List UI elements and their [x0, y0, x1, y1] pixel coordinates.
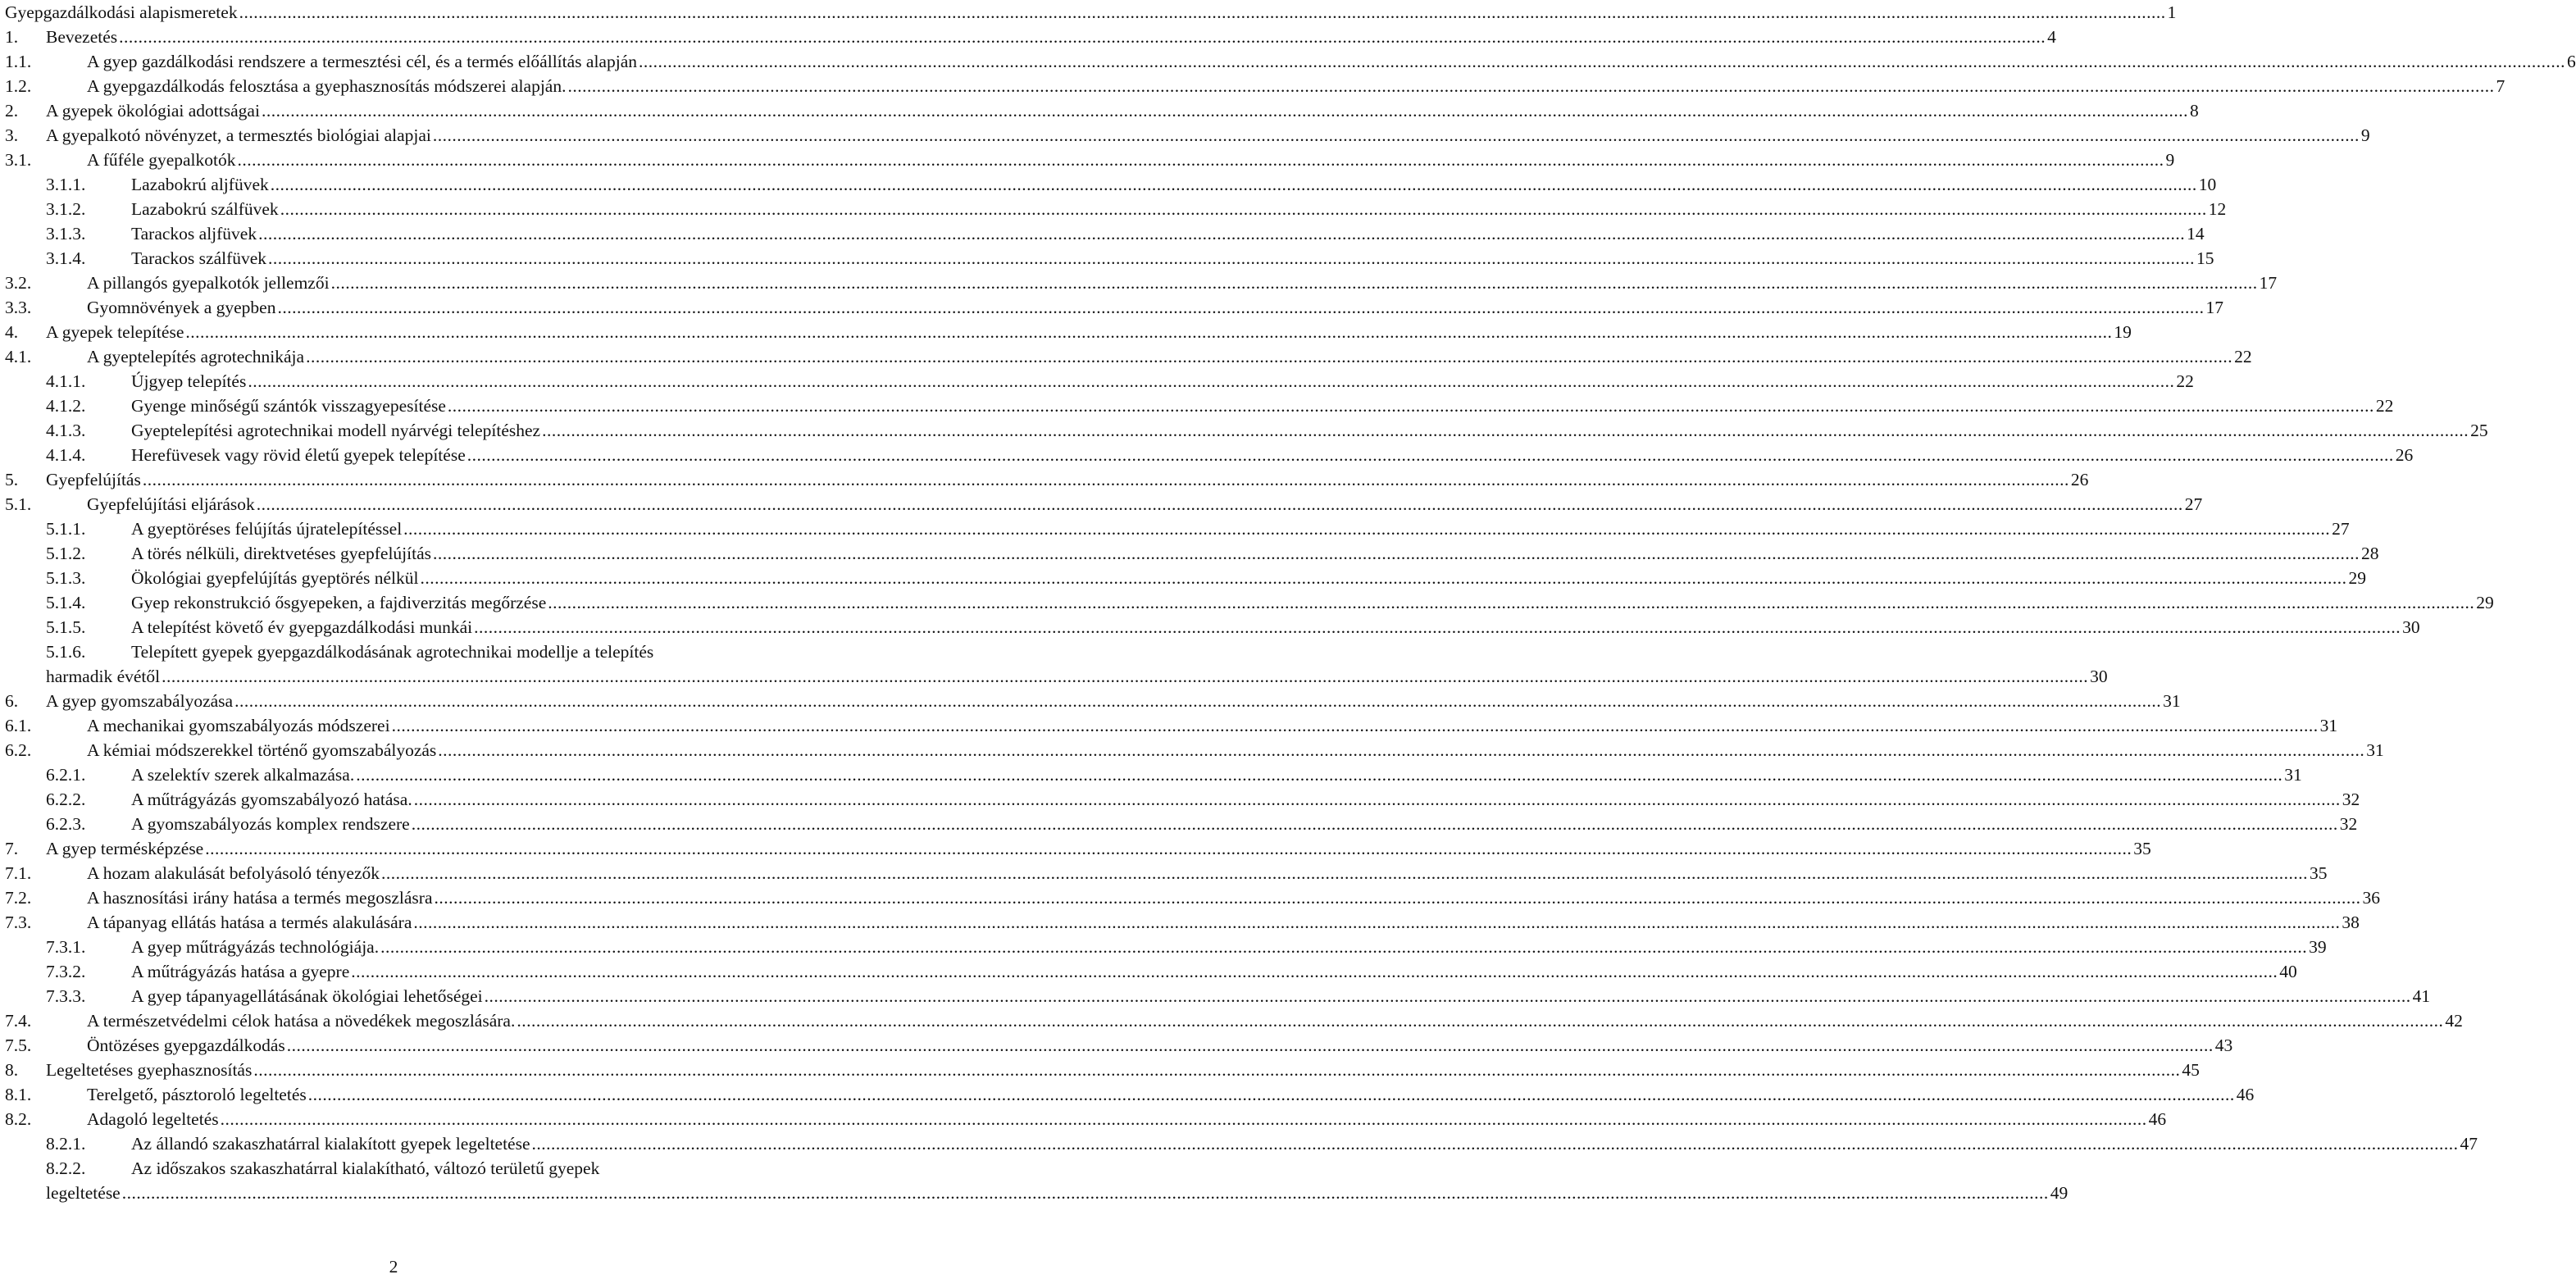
toc-leader-dots: ................................................................................................................................................................................................................................................................................................................................................................................................................ — [548, 593, 2475, 612]
toc-entry-page: 25 — [2470, 421, 2488, 440]
toc-entry-page: 39 — [2309, 937, 2327, 957]
toc-entry-page: 27 — [2184, 494, 2203, 514]
toc-entry-title: Lazabokrú aljfüvek — [131, 175, 269, 194]
toc-entry-page: 31 — [2319, 716, 2338, 735]
toc-entry-title: Lazabokrú szálfüvek — [131, 199, 279, 219]
toc-entry-title: A gyepek telepítése — [46, 322, 184, 342]
toc-entry[interactable] — [0, 1131, 2478, 1156]
toc-entry-page: 41 — [2412, 986, 2431, 1006]
toc-leader-dots: ................................................................................................................................................................................................................................................................................................................................................................................................................ — [380, 937, 2308, 957]
toc-leader-dots: ................................................................................................................................................................................................................................................................................................................................................................................................................ — [270, 175, 2197, 194]
toc-entry-page: 22 — [2234, 347, 2252, 366]
toc-entry-title: A fűféle gyepalkotók — [87, 150, 236, 170]
toc-entry-page: 17 — [2205, 298, 2223, 317]
toc-entry-title: A szelektív szerek alkalmazása. — [131, 765, 355, 785]
toc-entry-title: Telepített gyepek gyepgazdálkodásának agrotechnikai modellje a telepítés — [131, 642, 654, 662]
toc-leader-dots: ................................................................................................................................................................................................................................................................................................................................................................................................................ — [220, 1109, 2147, 1129]
toc-entry-page: 43 — [2214, 1035, 2233, 1055]
toc-entry-title: Gyomnövények a gyepben — [87, 298, 276, 317]
toc-entry-title: Öntözéses gyepgazdálkodás — [87, 1035, 285, 1055]
toc-entry-continuation[interactable] — [0, 664, 2108, 689]
toc-entry-page: 31 — [2366, 740, 2384, 760]
toc-entry-title: A pillangós gyepalkotók jellemzői — [87, 273, 330, 293]
toc-entry[interactable] — [0, 1058, 2200, 1082]
toc-entry[interactable] — [0, 25, 2056, 49]
toc-entry-page: 1 — [2167, 2, 2177, 22]
toc-entry-title: A mechanikai gyomszabályozás módszerei — [87, 716, 390, 735]
toc-entry-title: Gyepfelújítás — [46, 470, 141, 489]
toc-entry[interactable] — [0, 787, 2360, 812]
toc-leader-dots: ................................................................................................................................................................................................................................................................................................................................................................................................................ — [403, 519, 2331, 539]
toc-entry[interactable] — [0, 49, 2576, 74]
toc-entry-page: 22 — [2176, 371, 2194, 391]
toc-entry-number: 6.2.3. — [46, 814, 86, 834]
toc-leader-dots: ................................................................................................................................................................................................................................................................................................................................................................................................................ — [121, 1183, 2049, 1203]
toc-leader-dots: ................................................................................................................................................................................................................................................................................................................................................................................................................ — [467, 445, 2394, 465]
toc-leader-dots: ................................................................................................................................................................................................................................................................................................................................................................................................................ — [438, 740, 2365, 760]
toc-entry-number: 8.2. — [5, 1109, 32, 1129]
toc-entry-number: 5.1.4. — [46, 593, 86, 612]
toc-entry[interactable] — [0, 959, 2297, 984]
toc-entry-title: A telepítést követő év gyepgazdálkodási munkái — [131, 617, 473, 637]
toc-entry[interactable] — [0, 689, 2181, 713]
toc-entry-page: 45 — [2182, 1060, 2200, 1080]
toc-entry-number: 7.3.1. — [46, 937, 86, 957]
toc-entry-title: A gyep termésképzése — [46, 839, 204, 858]
toc-entry-number: 4.1.3. — [46, 421, 86, 440]
toc-entry[interactable] — [0, 836, 2151, 861]
toc-entry-number: 7.3.3. — [46, 986, 86, 1006]
toc-entry-page: 35 — [2133, 839, 2151, 858]
toc-entry-number: 4.1.2. — [46, 396, 86, 416]
toc-entry-page: 36 — [2362, 888, 2380, 908]
toc-entry-title: Gyeptelepítési agrotechnikai modell nyárvégi telepítéshez — [131, 421, 541, 440]
toc-leader-dots: ................................................................................................................................................................................................................................................................................................................................................................................................................ — [306, 347, 2233, 366]
toc-entry[interactable] — [0, 443, 2414, 467]
toc-entry-page: 26 — [2070, 470, 2089, 489]
toc-entry[interactable] — [0, 1156, 787, 1181]
toc-leader-dots: ................................................................................................................................................................................................................................................................................................................................................................................................................ — [205, 839, 2132, 858]
toc-entry-page: 32 — [2339, 814, 2358, 834]
toc-leader-dots: ................................................................................................................................................................................................................................................................................................................................................................................................................ — [356, 765, 2283, 785]
toc-entry-title: A gyepek ökológiai adottságai — [46, 101, 260, 121]
toc-entry-number: 7.3. — [5, 913, 32, 932]
toc-entry-continuation[interactable] — [0, 1181, 2069, 1205]
toc-entry-title: Az időszakos szakaszhatárral kialakítható, változó területű gyepek — [131, 1158, 600, 1178]
toc-entry-number: 3.1.2. — [46, 199, 86, 219]
toc-entry-page: 49 — [2050, 1183, 2069, 1203]
toc-entry-number: 3. — [5, 125, 19, 145]
toc-entry-title: Újgyep telepítés — [131, 371, 247, 391]
page-number: 2 — [389, 1257, 398, 1277]
toc-entry-number: 1.2. — [5, 76, 32, 96]
toc-entry-number: 4.1. — [5, 347, 32, 366]
toc-entry-title: A hozam alakulását befolyásoló tényezők — [87, 863, 380, 883]
toc-entry-title: Herefüvesek vagy rövid életű gyepek telepítése — [131, 445, 466, 465]
toc-entry[interactable] — [0, 1082, 2255, 1107]
toc-entry-title-continued: harmadik évétől — [46, 667, 161, 686]
toc-leader-dots: ................................................................................................................................................................................................................................................................................................................................................................................................................ — [307, 1085, 2235, 1104]
toc-entry[interactable] — [0, 935, 2327, 959]
toc-entry-number: 5.1.1. — [46, 519, 86, 539]
toc-leader-dots: ................................................................................................................................................................................................................................................................................................................................................................................................................ — [256, 494, 2183, 514]
toc-leader-dots: ................................................................................................................................................................................................................................................................................................................................................................................................................ — [277, 298, 2205, 317]
toc-entry[interactable] — [0, 394, 2394, 418]
toc-entry-page: 8 — [2189, 101, 2199, 121]
toc-entry-number: 8.2.1. — [46, 1134, 86, 1154]
toc-entry-page: 29 — [2476, 593, 2494, 612]
toc-leader-dots: ................................................................................................................................................................................................................................................................................................................................................................................................................ — [381, 863, 2309, 883]
toc-entry-title: A gyep tápanyagellátásának ökológiai lehetőségei — [131, 986, 483, 1006]
toc-entry-number: 7.2. — [5, 888, 32, 908]
toc-entry[interactable] — [0, 246, 2214, 271]
toc-entry-number: 4. — [5, 322, 19, 342]
toc-entry[interactable] — [0, 492, 2203, 517]
toc-entry-page: 47 — [2460, 1134, 2478, 1154]
toc-leader-dots: ................................................................................................................................................................................................................................................................................................................................................................................................................ — [261, 101, 2188, 121]
toc-entry-number: 3.1.4. — [46, 248, 86, 268]
toc-leader-dots: ................................................................................................................................................................................................................................................................................................................................................................................................................ — [517, 1011, 2444, 1031]
toc-leader-dots: ................................................................................................................................................................................................................................................................................................................................................................................................................ — [420, 568, 2347, 588]
toc-entry-title: Gyepgazdálkodási alapismeretek — [5, 2, 238, 22]
toc-entry-number: 5.1.2. — [46, 544, 86, 563]
toc-entry[interactable] — [0, 640, 787, 664]
toc-entry-number: 8. — [5, 1060, 19, 1080]
toc-entry[interactable] — [0, 713, 2338, 738]
toc-entry-number: 7. — [5, 839, 19, 858]
toc-entry-number: 7.5. — [5, 1035, 32, 1055]
toc-entry[interactable] — [0, 123, 2370, 148]
toc-entry[interactable] — [0, 98, 2199, 123]
toc-leader-dots: ................................................................................................................................................................................................................................................................................................................................................................................................................ — [162, 667, 2089, 686]
toc-entry-number: 5.1.6. — [46, 642, 86, 662]
toc-entry[interactable] — [0, 344, 2252, 369]
toc-entry-page: 31 — [2163, 691, 2181, 711]
toc-leader-dots: ................................................................................................................................................................................................................................................................................................................................................................................................................ — [434, 888, 2361, 908]
toc-entry-title: A tápanyag ellátás hatása a termés alakulására — [87, 913, 412, 932]
toc-entry-title: A gyep gyomszabályozása — [46, 691, 234, 711]
toc-entry-number: 6. — [5, 691, 19, 711]
toc-leader-dots: ................................................................................................................................................................................................................................................................................................................................................................................................................ — [286, 1035, 2214, 1055]
toc-leader-dots: ................................................................................................................................................................................................................................................................................................................................................................................................................ — [411, 814, 2338, 834]
toc-entry[interactable] — [0, 221, 2205, 246]
toc-entry-title: Gyepfelújítási eljárások — [87, 494, 255, 514]
toc-entry[interactable] — [0, 517, 2350, 541]
toc-entry-page: 14 — [2187, 224, 2205, 244]
toc-leader-dots: ................................................................................................................................................................................................................................................................................................................................................................................................................ — [542, 421, 2469, 440]
toc-leader-dots: ................................................................................................................................................................................................................................................................................................................................................................................................................ — [391, 716, 2319, 735]
toc-leader-dots: ................................................................................................................................................................................................................................................................................................................................................................................................................ — [484, 986, 2411, 1006]
toc-entry-page: 9 — [2360, 125, 2370, 145]
toc-entry[interactable] — [0, 1033, 2233, 1058]
toc-entry-number: 5.1.5. — [46, 617, 86, 637]
toc-entry[interactable] — [0, 590, 2494, 615]
toc-leader-dots: ................................................................................................................................................................................................................................................................................................................................................................................................................ — [239, 2, 2166, 22]
toc-entry-number: 3.1.1. — [46, 175, 86, 194]
toc-entry[interactable] — [0, 467, 2089, 492]
toc-entry-number: 7.3.2. — [46, 962, 86, 981]
toc-entry-page: 22 — [2375, 396, 2394, 416]
toc-entry-number: 6.2. — [5, 740, 32, 760]
toc-leader-dots: ................................................................................................................................................................................................................................................................................................................................................................................................................ — [413, 913, 2341, 932]
toc-entry-number: 6.1. — [5, 716, 32, 735]
toc-entry-page: 30 — [2090, 667, 2108, 686]
toc-entry-title: Bevezetés — [46, 27, 118, 47]
toc-leader-dots: ................................................................................................................................................................................................................................................................................................................................................................................................................ — [119, 27, 2046, 47]
toc-leader-dots: ................................................................................................................................................................................................................................................................................................................................................................................................................ — [237, 150, 2164, 170]
toc-entry-number: 1.1. — [5, 52, 32, 71]
toc-entry-number: 3.1. — [5, 150, 32, 170]
toc-entry[interactable] — [0, 541, 2379, 566]
toc-entry-number: 4.1.1. — [46, 371, 86, 391]
toc-entry[interactable] — [0, 148, 2175, 172]
toc-entry-number: 5.1. — [5, 494, 32, 514]
toc-entry[interactable] — [0, 812, 2358, 836]
toc-entry-page: 15 — [2196, 248, 2214, 268]
toc-entry-page: 7 — [2496, 76, 2505, 96]
toc-entry-page: 42 — [2445, 1011, 2463, 1031]
toc-entry-title: Ökológiai gyepfelújítás gyeptörés nélkül — [131, 568, 419, 588]
toc-leader-dots: ................................................................................................................................................................................................................................................................................................................................................................................................................ — [447, 396, 2374, 416]
toc-entry-number: 7.4. — [5, 1011, 32, 1031]
toc-entry-title: Legeltetéses gyephasznosítás — [46, 1060, 253, 1080]
toc-entry-number: 6.2.2. — [46, 790, 86, 809]
toc-entry[interactable] — [0, 861, 2328, 885]
toc-leader-dots: ................................................................................................................................................................................................................................................................................................................................................................................................................ — [351, 962, 2278, 981]
toc-entry-title: A gyep gazdálkodási rendszere a termesztési cél, és a termés előállítás alapján — [87, 52, 637, 71]
toc-leader-dots: ................................................................................................................................................................................................................................................................................................................................................................................................................ — [268, 248, 2196, 268]
toc-entry-title: A hasznosítási irány hatása a termés megoszlásra — [87, 888, 433, 908]
toc-leader-dots: ................................................................................................................................................................................................................................................................................................................................................................................................................ — [432, 125, 2360, 145]
toc-entry-number: 5.1.3. — [46, 568, 86, 588]
toc-entry-page: 32 — [2342, 790, 2360, 809]
toc-entry[interactable] — [0, 615, 2420, 640]
toc-entry-page: 19 — [2114, 322, 2132, 342]
toc-entry[interactable] — [0, 566, 2366, 590]
toc-leader-dots: ................................................................................................................................................................................................................................................................................................................................................................................................................ — [413, 790, 2341, 809]
toc-entry-page: 28 — [2361, 544, 2379, 563]
toc-leader-dots: ................................................................................................................................................................................................................................................................................................................................................................................................................ — [185, 322, 2113, 342]
toc-entry[interactable] — [0, 320, 2132, 344]
toc-entry-title: A gyepalkotó növényzet, a termesztés biológiai alapjai — [46, 125, 431, 145]
toc-entry-page: 30 — [2402, 617, 2420, 637]
toc-entry-number: 2. — [5, 101, 19, 121]
toc-entry-title: A kémiai módszerekkel történő gyomszabályozás — [87, 740, 437, 760]
toc-entry-page: 12 — [2208, 199, 2227, 219]
toc-entry-title: A gyeptelepítés agrotechnikája — [87, 347, 305, 366]
toc-entry-title: Tarackos aljfüvek — [131, 224, 257, 244]
toc-entry-number: 8.1. — [5, 1085, 32, 1104]
toc-entry-page: 40 — [2279, 962, 2297, 981]
toc-entry-title: Az állandó szakaszhatárral kialakított gyepek legeltetése — [131, 1134, 530, 1154]
toc-entry-number: 4.1.4. — [46, 445, 86, 465]
toc-entry-title: A természetvédelmi célok hatása a növedékek megoszlására. — [87, 1011, 516, 1031]
toc-entry[interactable] — [0, 369, 2194, 394]
toc-leader-dots: ................................................................................................................................................................................................................................................................................................................................................................................................................ — [234, 691, 2162, 711]
toc-entry-page: 38 — [2342, 913, 2360, 932]
toc-entry-number: 5. — [5, 470, 19, 489]
toc-leader-dots: ................................................................................................................................................................................................................................................................................................................................................................................................................ — [280, 199, 2207, 219]
toc-entry-page: 6 — [2566, 52, 2576, 71]
toc-entry[interactable] — [0, 1107, 2167, 1131]
toc-leader-dots: ................................................................................................................................................................................................................................................................................................................................................................................................................ — [433, 544, 2360, 563]
toc-entry-page: 9 — [2165, 150, 2175, 170]
toc-entry-page: 29 — [2348, 568, 2366, 588]
toc-entry-number: 6.2.1. — [46, 765, 86, 785]
toc-entry-number: 8.2.2. — [46, 1158, 86, 1178]
toc-entry-page: 17 — [2259, 273, 2278, 293]
toc-entry-title: Adagoló legeltetés — [87, 1109, 219, 1129]
toc-entry-title: A műtrágyázás gyomszabályozó hatása. — [131, 790, 412, 809]
toc-entry-title: A gyeptöréses felújítás újratelepítéssel — [131, 519, 403, 539]
toc-entry[interactable] — [0, 762, 2302, 787]
toc-leader-dots: ................................................................................................................................................................................................................................................................................................................................................................................................................ — [567, 76, 2495, 96]
toc-entry-page: 31 — [2284, 765, 2302, 785]
toc-entry-number: 7.1. — [5, 863, 32, 883]
toc-entry-title: Tarackos szálfüvek — [131, 248, 267, 268]
toc-entry-title: A műtrágyázás hatása a gyepre — [131, 962, 350, 981]
toc-leader-dots: ................................................................................................................................................................................................................................................................................................................................................................................................................ — [253, 1060, 2181, 1080]
toc-leader-dots: ................................................................................................................................................................................................................................................................................................................................................................................................................ — [258, 224, 2186, 244]
toc-leader-dots: ................................................................................................................................................................................................................................................................................................................................................................................................................ — [531, 1134, 2459, 1154]
toc-entry[interactable] — [0, 295, 2223, 320]
toc-entry-page: 26 — [2395, 445, 2414, 465]
toc-entry[interactable] — [0, 418, 2488, 443]
toc-entry-page: 27 — [2332, 519, 2350, 539]
toc-entry-number: 3.3. — [5, 298, 32, 317]
toc-leader-dots: ................................................................................................................................................................................................................................................................................................................................................................................................................ — [474, 617, 2401, 637]
toc-entry[interactable] — [0, 197, 2227, 221]
toc-entry-title: Gyep rekonstrukció ősgyepeken, a fajdiverzitás megőrzése — [131, 593, 547, 612]
toc-entry-page: 46 — [2236, 1085, 2255, 1104]
toc-entry-title: Gyenge minőségű szántók visszagyepesítése — [131, 396, 446, 416]
toc-entry-title: A gyepgazdálkodás felosztása a gyephasznosítás módszerei alapján. — [87, 76, 567, 96]
toc-entry-page: 46 — [2148, 1109, 2167, 1129]
toc-leader-dots: ................................................................................................................................................................................................................................................................................................................................................................................................................ — [638, 52, 2565, 71]
toc-entry-number: 1. — [5, 27, 19, 47]
toc-entry-title: A törés nélküli, direktvetéses gyepfelújítás — [131, 544, 432, 563]
toc-entry-title: Terelgető, pásztoroló legeltetés — [87, 1085, 307, 1104]
toc-entry-page: 35 — [2310, 863, 2328, 883]
toc-entry[interactable] — [0, 172, 2217, 197]
toc-leader-dots: ................................................................................................................................................................................................................................................................................................................................................................................................................ — [142, 470, 2069, 489]
toc-entry[interactable] — [0, 1008, 2463, 1033]
toc-entry-title-continued: legeltetése — [46, 1183, 121, 1203]
toc-entry[interactable] — [0, 910, 2360, 935]
toc-entry-title: A gyep műtrágyázás technológiája. — [131, 937, 380, 957]
toc-entry-page: 10 — [2198, 175, 2217, 194]
toc-entry[interactable] — [0, 738, 2384, 762]
toc-entry[interactable] — [0, 271, 2278, 295]
toc-entry[interactable] — [0, 74, 2505, 98]
toc-entry-title: A gyomszabályozás komplex rendszere — [131, 814, 410, 834]
toc-entry-number: 3.2. — [5, 273, 32, 293]
toc-leader-dots: ................................................................................................................................................................................................................................................................................................................................................................................................................ — [248, 371, 2175, 391]
toc-entry-number: 3.1.3. — [46, 224, 86, 244]
toc-entry[interactable] — [0, 0, 2177, 25]
toc-leader-dots: ................................................................................................................................................................................................................................................................................................................................................................................................................ — [330, 273, 2258, 293]
toc-entry-page: 4 — [2047, 27, 2056, 47]
toc-entry[interactable] — [0, 885, 2380, 910]
toc-entry[interactable] — [0, 984, 2431, 1008]
